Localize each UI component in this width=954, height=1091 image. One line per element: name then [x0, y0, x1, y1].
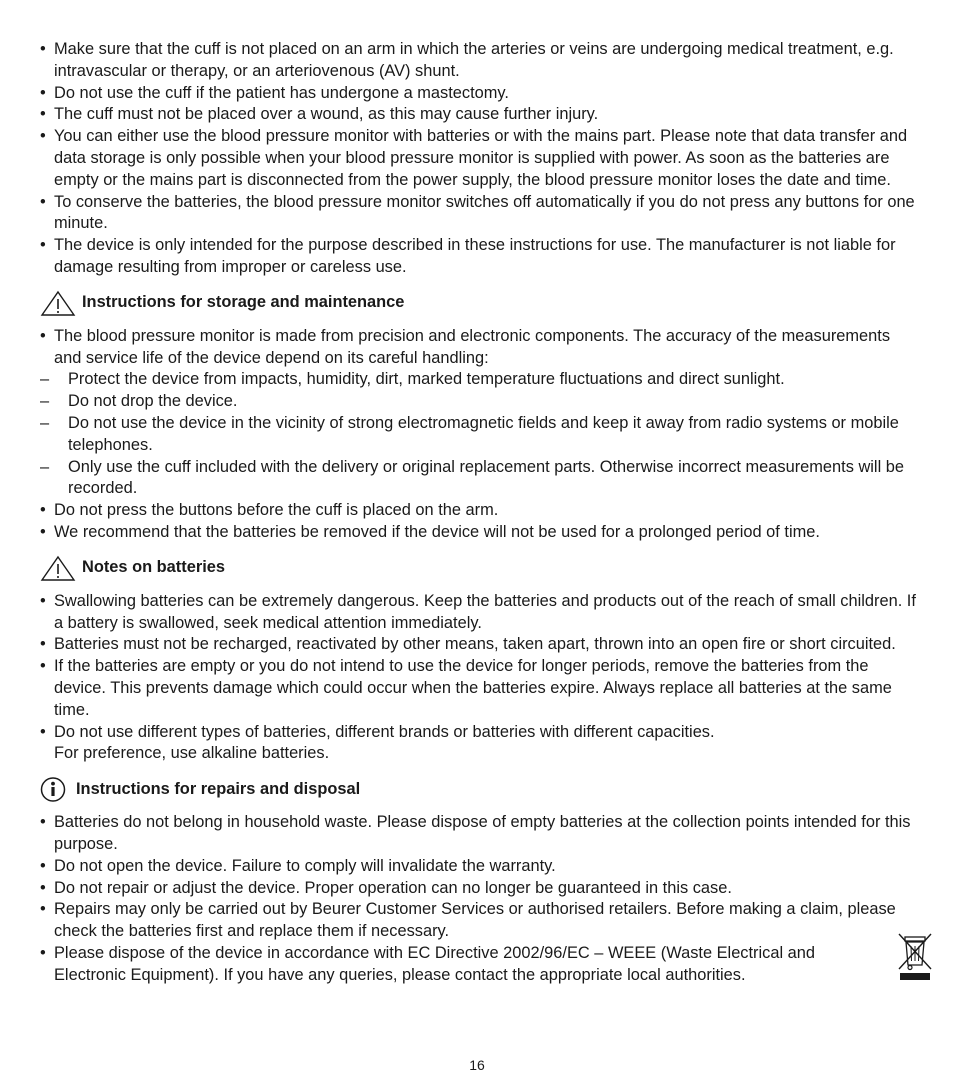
intro-list: [40, 39, 920, 279]
list-item: • Do not use the cuff if the patient has undergone a mastectomy.: [40, 83, 509, 102]
list-item: • If the batteries are empty or you do not intend to use the device for longer periods, remove the batteries from the device. This prevents damage which could occur when the batteries expire. Always replace all batteries at the same time.: [40, 657, 892, 719]
list-item: • To conserve the batteries, the blood pressure monitor switches off automatically if you do not press any buttons for one minute.: [40, 192, 915, 233]
list-item: • Batteries must not be recharged, reactivated by other means, taken apart, thrown into an open fire or short circuited.: [40, 635, 896, 654]
storage-heading: [40, 290, 920, 317]
list-item: • The blood pressure monitor is made from precision and electronic components. The accuracy of the measurements and service life of the device depend on its careful handling: – Protect the device from impacts, humidity, dirt, marked temperature fluctuations and direct sunlight. – Do not drop the device. – Do not use the device in the vicinity of strong electromagnetic fields and keep it away from radio systems or mobile telephones. – Only use the cuff included with the delivery or original replacement parts. Otherwise incorrect measurements will be recorded.: [40, 326, 920, 500]
crossed-out-wheelie-bin-icon: [896, 931, 934, 981]
batteries-heading: [40, 555, 920, 582]
section-title: Notes on batteries: [82, 558, 225, 577]
list-item: • Do not use different types of batteries, different brands or batteries with different capacities. For preference, use alkaline batteries.: [40, 722, 715, 763]
list-item: • The device is only intended for the purpose described in these instructions for use. The manufacturer is not liable for damage resulting from improper or careless use.: [40, 236, 896, 276]
sub-list-item: – Only use the cuff included with the delivery or original replacement parts. Otherwise incorrect measurements will be recorded.: [40, 457, 905, 498]
list-item: • Repairs may only be carried out by Beurer Customer Services or authorised retailers. Before making a claim, please check the batteries first and replace them if necessary.: [40, 900, 896, 941]
list-item: • Batteries do not belong in household waste. Please dispose of empty batteries at the collection points intended for this purpose.: [40, 813, 911, 853]
list-item: • Do not open the device. Failure to comply will invalidate the warranty.: [40, 856, 556, 875]
list-item: • Make sure that the cuff is not placed on an arm in which the arteries or veins are undergoing medical treatment, e.g. intravascular or therapy, or an arteriovenous (AV) shunt.: [40, 40, 894, 80]
sub-list-item: – Protect the device from impacts, humidity, dirt, marked temperature fluctuations and direct sunlight.: [40, 370, 785, 389]
repairs-list: [40, 812, 920, 986]
repairs-heading: [40, 776, 920, 803]
section-title: Instructions for storage and maintenance: [82, 293, 405, 312]
batteries-list: [40, 591, 920, 765]
list-item: • Do not press the buttons before the cuff is placed on the arm.: [40, 501, 499, 520]
list-item: • Swallowing batteries can be extremely dangerous. Keep the batteries and products out of the reach of small children. If a battery is swallowed, seek medical attention immediately.: [40, 591, 916, 632]
list-item: • The cuff must not be placed over a wound, as this may cause further injury.: [40, 105, 599, 124]
repairs-section: [40, 776, 920, 986]
info-circle-icon: [40, 776, 70, 803]
storage-sublist: [40, 369, 920, 500]
section-title: Instructions for repairs and disposal: [76, 779, 361, 798]
storage-list: [40, 326, 920, 544]
list-item: • Please dispose of the device in accordance with EC Directive 2002/96/EC – WEEE (Waste Electrical and Electronic Equipment). If you have any queries, please contact the appropriate local authorities.: [40, 943, 920, 987]
batteries-section: [40, 555, 920, 765]
list-item: • You can either use the blood pressure monitor with batteries or with the mains part. Please note that data transfer and data storage is only possible when your blood pressure monitor is supplied with power. As soon as the batteries are empty or the mains part is disconnected from the power supply, the blood pressure monitor loses the date and time.: [40, 127, 908, 189]
document-page: [40, 39, 920, 986]
sub-list-item: – Do not drop the device.: [40, 392, 238, 411]
page-number: 16: [469, 1057, 485, 1073]
warning-triangle-icon: [40, 555, 76, 582]
list-item: • Do not repair or adjust the device. Proper operation can no longer be guaranteed in this case.: [40, 878, 732, 897]
warning-triangle-icon: [40, 290, 76, 317]
sub-list-item: – Do not use the device in the vicinity of strong electromagnetic fields and keep it away from radio systems or mobile telephones.: [40, 413, 899, 454]
storage-section: [40, 290, 920, 544]
list-item: • We recommend that the batteries be removed if the device will not be used for a prolonged period of time.: [40, 522, 820, 541]
